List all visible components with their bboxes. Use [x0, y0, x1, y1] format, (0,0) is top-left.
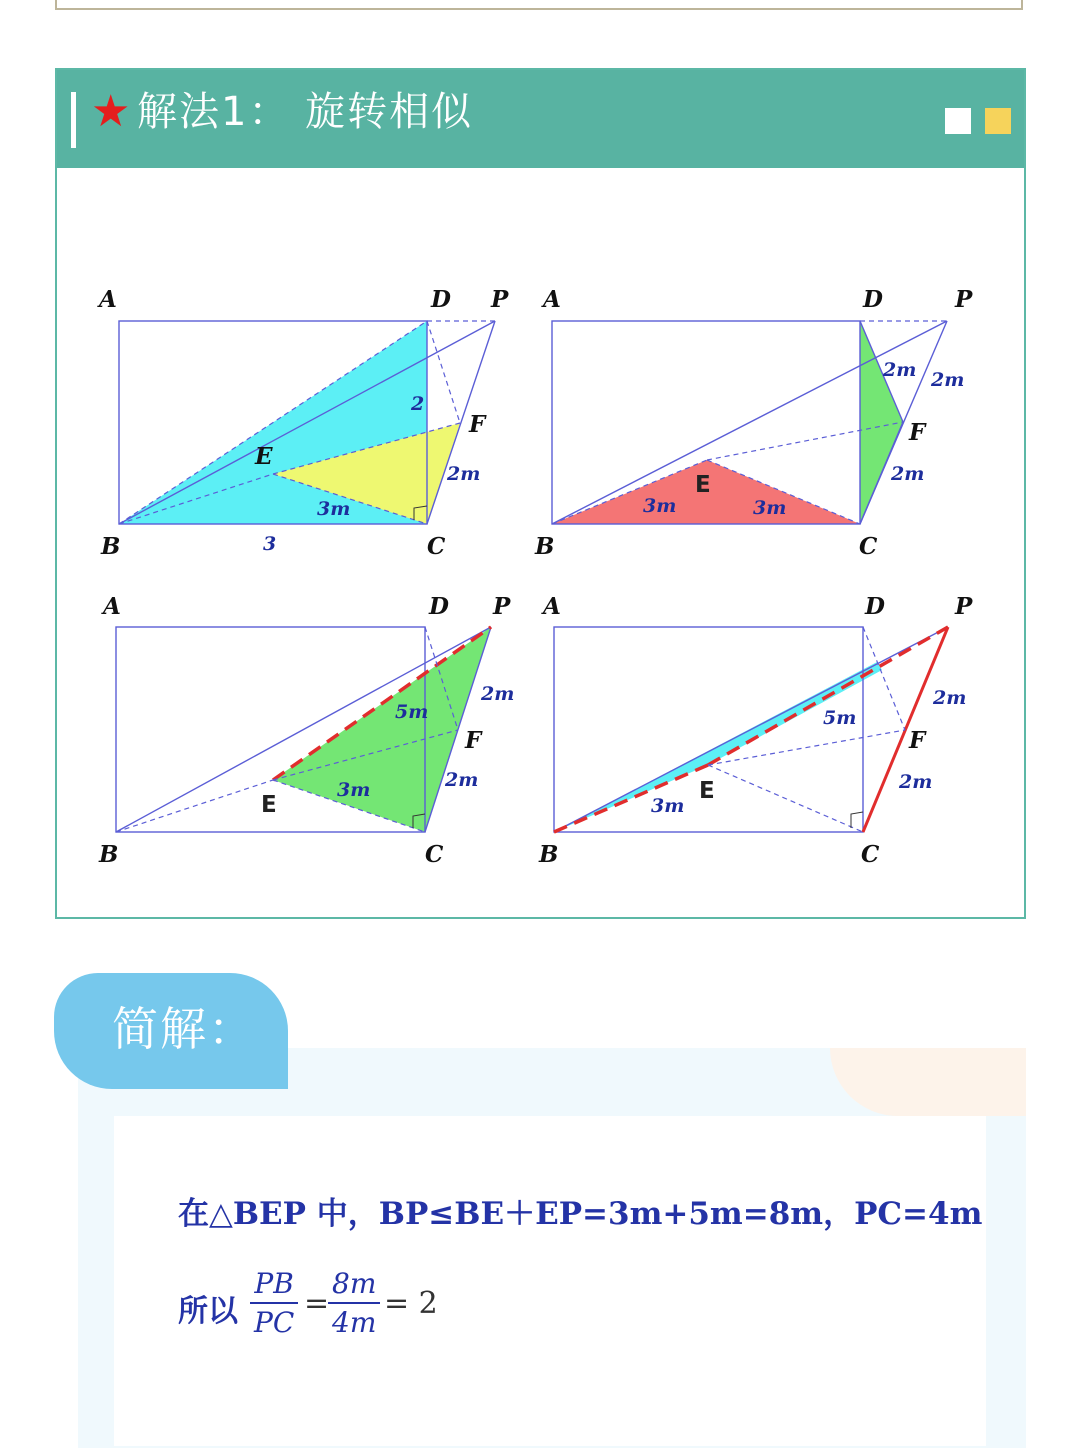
- label-e-1: E: [255, 443, 273, 470]
- label-p-1: P: [491, 286, 509, 313]
- label-a-1: A: [99, 286, 117, 313]
- fraction-numerator: PB: [250, 1266, 298, 1304]
- label-f-3: F: [465, 727, 482, 754]
- label-b-4: B: [539, 841, 559, 868]
- figure-panel-2: [534, 286, 973, 560]
- label-e-2: E: [695, 472, 711, 498]
- solution-line-1: 在△BEP 中，BP≤BE＋EP=3m+5m=8m，PC=4m: [178, 1196, 983, 1232]
- label-b-2: B: [535, 533, 555, 560]
- star-icon: ★: [91, 86, 131, 137]
- length-label: 2m: [899, 771, 933, 793]
- fraction-numerator: 8m: [328, 1266, 380, 1304]
- label-d-4: D: [865, 593, 885, 620]
- solution-badge-label: 简解：: [112, 1002, 256, 1056]
- length-label: 5m: [395, 701, 429, 723]
- solution-card: [114, 1116, 986, 1446]
- length-label: 3m: [753, 497, 787, 519]
- length-label: 3m: [317, 498, 351, 520]
- label-d-2: D: [863, 286, 883, 313]
- label-e-3: E: [261, 792, 277, 818]
- label-p-2: P: [955, 286, 973, 313]
- label-a-4: A: [543, 593, 561, 620]
- label-c-3: C: [425, 841, 444, 868]
- label-a-3: A: [103, 593, 121, 620]
- label-b-3: B: [99, 841, 119, 868]
- length-label: 5m: [823, 707, 857, 729]
- top-frame: [55, 0, 1023, 10]
- label-f-4: F: [909, 727, 926, 754]
- label-b-1: B: [101, 533, 121, 560]
- length-label: 3m: [643, 495, 677, 517]
- length-label: 2m: [933, 687, 967, 709]
- label-f-1: F: [469, 411, 486, 438]
- label-d-1: D: [431, 286, 451, 313]
- length-label: 2: [411, 393, 425, 415]
- section-title: 解法1： 旋转相似: [137, 89, 474, 135]
- length-label: 3m: [337, 779, 371, 801]
- length-label: 2m: [447, 463, 481, 485]
- method-section: [55, 68, 1026, 919]
- figure-panel-1: [97, 286, 509, 560]
- label-a-2: A: [543, 286, 561, 313]
- length-label: 2m: [481, 683, 515, 705]
- label-f-2: F: [909, 419, 926, 446]
- label-p-4: P: [955, 593, 973, 620]
- length-label: 3: [263, 533, 277, 555]
- fraction-8m-4m: [328, 1266, 380, 1342]
- length-label: 2m: [883, 359, 917, 381]
- length-label: 3m: [651, 795, 685, 817]
- fraction-denominator: 4m: [332, 1306, 377, 1339]
- figure-panel-4: [538, 593, 973, 868]
- label-e-4: E: [699, 778, 715, 804]
- figure-panel-3: [98, 593, 514, 868]
- equals-sign: =: [304, 1286, 330, 1321]
- result-value: = 2: [384, 1286, 438, 1321]
- label-d-3: D: [429, 593, 449, 620]
- fraction-pb-pc: [250, 1266, 298, 1342]
- length-label: 2m: [445, 769, 479, 791]
- label-c-4: C: [861, 841, 880, 868]
- length-label: 2m: [931, 369, 965, 391]
- geometry-figures: [57, 70, 1024, 917]
- label-c-2: C: [859, 533, 878, 560]
- solution-badge: [54, 973, 288, 1089]
- label-p-3: P: [493, 593, 511, 620]
- length-label: 2m: [891, 463, 925, 485]
- fraction-denominator: PC: [254, 1306, 295, 1339]
- label-c-1: C: [427, 533, 446, 560]
- solution-prefix: 所以: [178, 1294, 238, 1329]
